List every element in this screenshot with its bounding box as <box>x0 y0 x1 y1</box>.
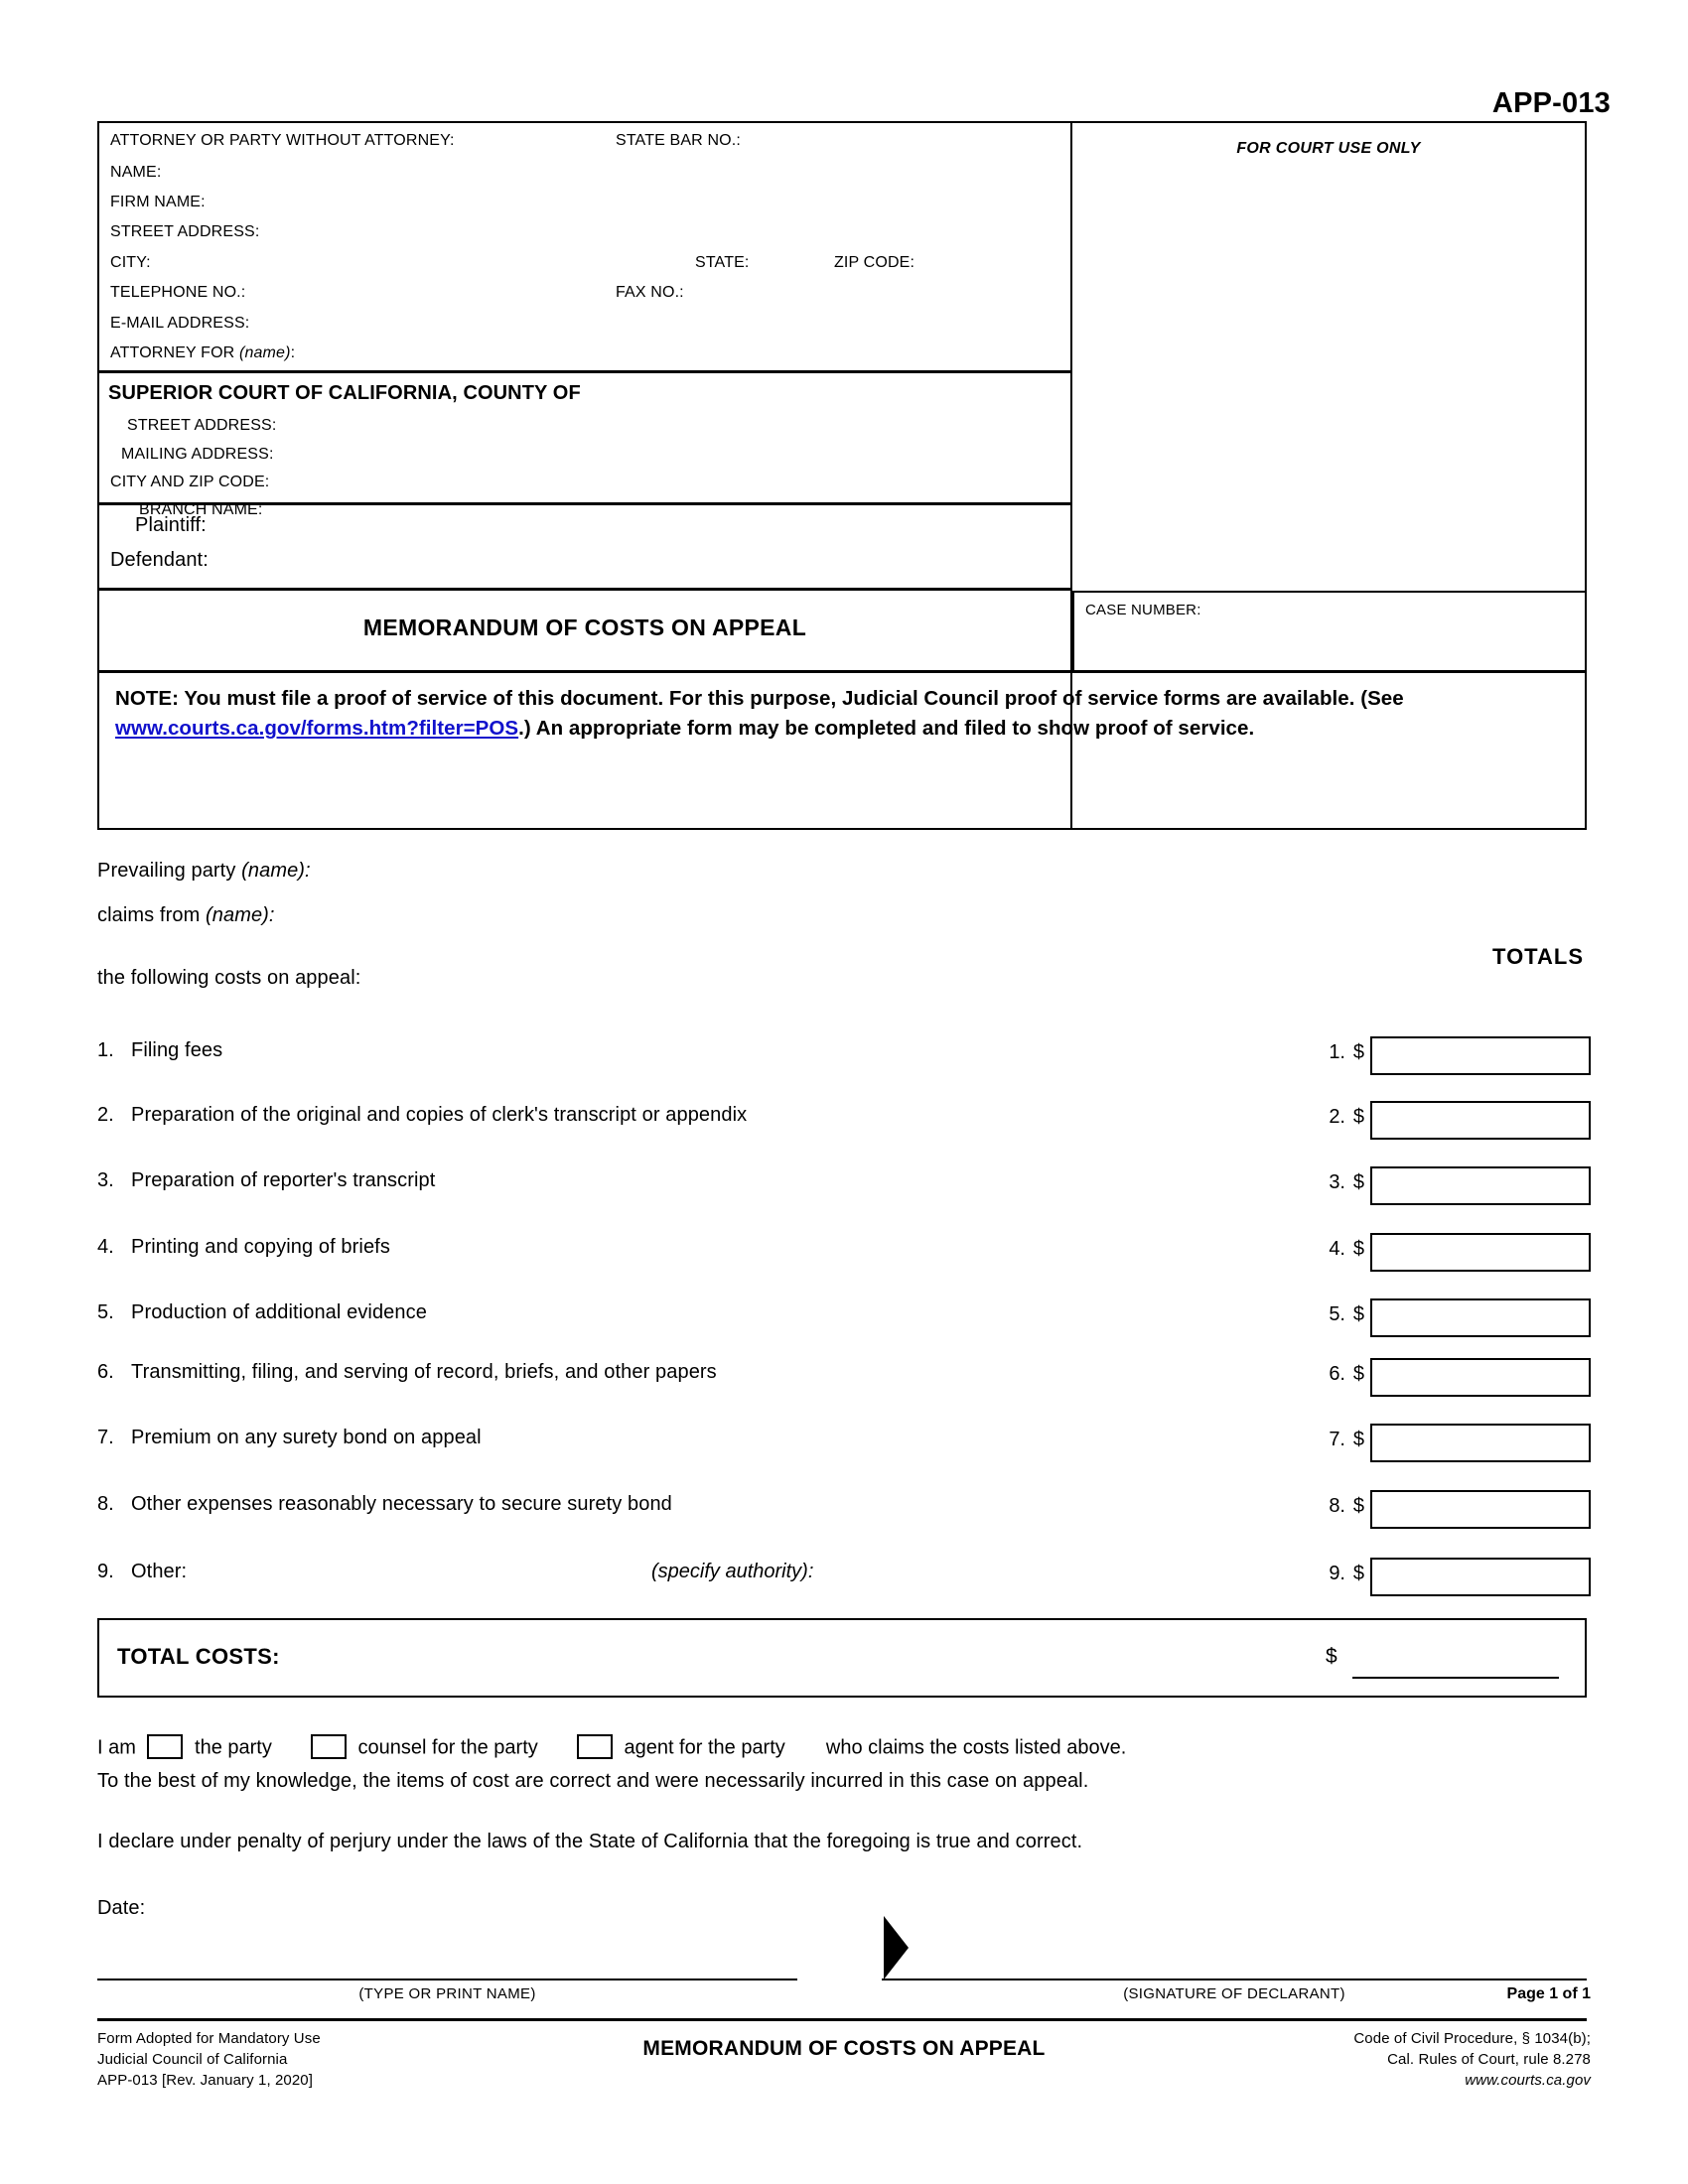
cost-amount-input[interactable] <box>1370 1036 1591 1075</box>
cost-row[interactable] <box>97 1427 1591 1470</box>
city-label: CITY: <box>110 254 151 271</box>
cost-amount-input[interactable] <box>1370 1424 1591 1462</box>
footer-divider <box>97 2018 1587 2021</box>
cost-amount-number: 4. <box>1329 1238 1345 1260</box>
total-costs-box <box>97 1618 1587 1698</box>
attorney-for-name-hint: (name) <box>238 344 291 361</box>
counsel-for-the-party-label: counsel for the party <box>357 1736 538 1759</box>
name-label: NAME: <box>110 164 162 181</box>
i-am-label: I am <box>97 1736 136 1759</box>
checkbox-the-party[interactable] <box>147 1734 183 1759</box>
plaintiff-label: Plaintiff: <box>135 514 207 536</box>
cost-amount-input[interactable] <box>1370 1490 1591 1529</box>
court-city-zip-label: CITY AND ZIP CODE: <box>110 474 270 490</box>
date-label[interactable]: Date: <box>97 1897 146 1919</box>
attorney-heading-label: ATTORNEY OR PARTY WITHOUT ATTORNEY: <box>110 132 455 149</box>
dollar-sign: $ <box>1352 1238 1364 1260</box>
form-adopted-line: Form Adopted for Mandatory Use <box>97 2030 321 2047</box>
who-claims-costs-label: who claims the costs listed above. <box>825 1736 1127 1759</box>
court-mailing-address-label: MAILING ADDRESS: <box>121 446 274 463</box>
dollar-sign: $ <box>1352 1563 1364 1584</box>
dollar-sign: $ <box>1352 1429 1364 1450</box>
total-costs-label: TOTAL COSTS: <box>117 1644 280 1669</box>
judicial-council-line: Judicial Council of California <box>97 2051 288 2068</box>
code-of-civil-procedure-line: Code of Civil Procedure, § 1034(b); <box>1353 2030 1591 2047</box>
prevailing-party-row[interactable] <box>97 860 311 883</box>
cost-item-number: 1. <box>97 1039 114 1061</box>
cost-item-label: Transmitting, filing, and serving of record, briefs, and other papers <box>131 1361 717 1383</box>
attorney-for-text: ATTORNEY FOR <box>110 344 239 361</box>
cost-amount-number: 5. <box>1329 1303 1345 1325</box>
cost-row[interactable] <box>97 1236 1591 1280</box>
cost-item-label: Other: <box>131 1561 188 1582</box>
note-text <box>115 684 1575 744</box>
cost-row[interactable] <box>97 1039 1591 1083</box>
case-number-label: CASE NUMBER: <box>1085 602 1201 618</box>
state-bar-label: STATE BAR NO.: <box>616 132 741 149</box>
courts-website-line: www.courts.ca.gov <box>1465 2072 1591 2089</box>
street-address-label: STREET ADDRESS: <box>110 223 260 240</box>
signature-arrow-icon <box>884 1916 909 1979</box>
page-title: MEMORANDUM OF COSTS ON APPEAL <box>362 614 807 640</box>
proof-of-service-link[interactable]: www.courts.ca.gov/forms.htm?filter=POS <box>115 717 519 740</box>
cost-amount-number: 8. <box>1329 1495 1345 1517</box>
following-costs-label: the following costs on appeal: <box>97 967 361 989</box>
specify-authority-hint: (specify authority): <box>651 1561 814 1582</box>
total-costs-input[interactable] <box>1352 1677 1559 1679</box>
firm-name-label: FIRM NAME: <box>110 194 206 210</box>
state-label: STATE: <box>695 254 750 271</box>
cost-item-number: 9. <box>97 1561 114 1582</box>
dollar-sign: $ <box>1352 1495 1364 1517</box>
cost-item-label: Preparation of reporter's transcript <box>131 1169 436 1191</box>
cost-row[interactable] <box>97 1169 1591 1213</box>
footer-form-title: MEMORANDUM OF COSTS ON APPEAL <box>642 2037 1046 2060</box>
declaration-checkbox-row[interactable] <box>97 1734 1126 1762</box>
cost-item-label: Filing fees <box>131 1039 223 1061</box>
cost-amount-input[interactable] <box>1370 1358 1591 1397</box>
cost-amount-input[interactable] <box>1370 1101 1591 1140</box>
note-prefix: NOTE: You must file a proof of service of this document. For this purpose, Judicial Council proof of service forms are available. (See <box>115 687 1404 710</box>
knowledge-statement: To the best of my knowledge, the items of cost are correct and were necessarily incurred in this case on appeal. <box>97 1770 1089 1792</box>
perjury-statement: I declare under penalty of perjury under the laws of the State of California that the foregoing is true and correct. <box>97 1831 1083 1852</box>
cost-row[interactable] <box>97 1104 1591 1148</box>
cost-amount-number: 9. <box>1329 1563 1345 1584</box>
footer-right-block <box>1353 2028 1591 2091</box>
the-party-label: the party <box>195 1736 272 1759</box>
agent-for-the-party-label: agent for the party <box>624 1736 785 1759</box>
cost-item-label: Preparation of the original and copies of clerk's transcript or appendix <box>131 1104 748 1126</box>
prevailing-party-name-hint: (name): <box>241 860 311 882</box>
cost-amount-number: 3. <box>1329 1171 1345 1193</box>
cost-item-number: 4. <box>97 1236 114 1258</box>
total-dollar-sign: $ <box>1326 1645 1337 1668</box>
court-heading: SUPERIOR COURT OF CALIFORNIA, COUNTY OF <box>108 382 581 404</box>
cost-row[interactable] <box>97 1561 1591 1604</box>
document-title-block <box>99 591 1070 670</box>
defendant-label: Defendant: <box>110 549 209 571</box>
cost-item-label: Other expenses reasonably necessary to secure surety bond <box>131 1493 672 1515</box>
cost-amount-input[interactable] <box>1370 1298 1591 1337</box>
cost-item-number: 3. <box>97 1169 114 1191</box>
page-indicator: Page 1 of 1 <box>1506 1985 1591 2002</box>
zip-code-label: ZIP CODE: <box>834 254 915 271</box>
attorney-for-colon: : <box>290 344 296 361</box>
cost-amount-input[interactable] <box>1370 1166 1591 1205</box>
dollar-sign: $ <box>1352 1106 1364 1128</box>
cost-item-label: Premium on any surety bond on appeal <box>131 1427 482 1448</box>
for-court-use-only-label: FOR COURT USE ONLY <box>1236 140 1421 157</box>
type-or-print-name-caption: (TYPE OR PRINT NAME) <box>358 1985 536 2002</box>
cost-row[interactable] <box>97 1301 1591 1345</box>
cost-item-label: Printing and copying of briefs <box>131 1236 390 1258</box>
email-label: E-MAIL ADDRESS: <box>110 315 250 332</box>
cost-amount-input[interactable] <box>1370 1558 1591 1596</box>
dollar-sign: $ <box>1352 1303 1364 1325</box>
cost-row[interactable] <box>97 1493 1591 1537</box>
checkbox-agent-for-the-party[interactable] <box>577 1734 613 1759</box>
dollar-sign: $ <box>1352 1041 1364 1063</box>
telephone-label: TELEPHONE NO.: <box>110 284 246 301</box>
rules-of-court-line: Cal. Rules of Court, rule 8.278 <box>1387 2051 1591 2068</box>
cost-item-number: 6. <box>97 1361 114 1383</box>
cost-item-number: 2. <box>97 1104 114 1126</box>
court-street-address-label: STREET ADDRESS: <box>127 417 277 434</box>
dollar-sign: $ <box>1352 1171 1364 1193</box>
cost-amount-number: 1. <box>1329 1041 1345 1063</box>
party-block[interactable] <box>99 505 1070 591</box>
signature-line[interactable] <box>882 1979 1587 1980</box>
print-name-line[interactable] <box>97 1979 797 1980</box>
totals-column-header: TOTALS <box>1492 944 1584 969</box>
cost-amount-number: 7. <box>1329 1429 1345 1450</box>
case-number-cell[interactable] <box>1072 591 1585 670</box>
prevailing-party-label: Prevailing party <box>97 860 242 882</box>
cost-row[interactable] <box>97 1361 1591 1405</box>
signature-of-declarant-caption: (SIGNATURE OF DECLARANT) <box>1123 1985 1345 2002</box>
caption-box <box>97 121 1587 830</box>
cost-item-number: 8. <box>97 1493 114 1515</box>
checkbox-counsel-for-the-party[interactable] <box>311 1734 347 1759</box>
form-revision-line: APP-013 [Rev. January 1, 2020] <box>97 2072 314 2089</box>
note-block <box>99 670 1585 830</box>
fax-label: FAX NO.: <box>616 284 684 301</box>
attorney-block[interactable] <box>99 123 1070 373</box>
cost-item-label: Production of additional evidence <box>131 1301 427 1323</box>
claims-from-label: claims from <box>97 904 206 926</box>
court-block[interactable] <box>99 373 1070 518</box>
note-suffix: .) An appropriate form may be completed and filed to show proof of service. <box>518 717 1255 740</box>
claims-from-name-hint: (name): <box>205 904 275 926</box>
cost-amount-number: 6. <box>1329 1363 1345 1385</box>
cost-amount-number: 2. <box>1329 1106 1345 1128</box>
dollar-sign: $ <box>1352 1363 1364 1385</box>
cost-item-number: 5. <box>97 1301 114 1323</box>
cost-item-number: 7. <box>97 1427 114 1448</box>
form-number: APP-013 <box>1491 87 1611 119</box>
court-branch-name-label: BRANCH NAME: <box>139 501 263 518</box>
claims-from-row[interactable] <box>97 904 275 927</box>
cost-amount-input[interactable] <box>1370 1233 1591 1272</box>
attorney-for-label <box>110 344 295 362</box>
